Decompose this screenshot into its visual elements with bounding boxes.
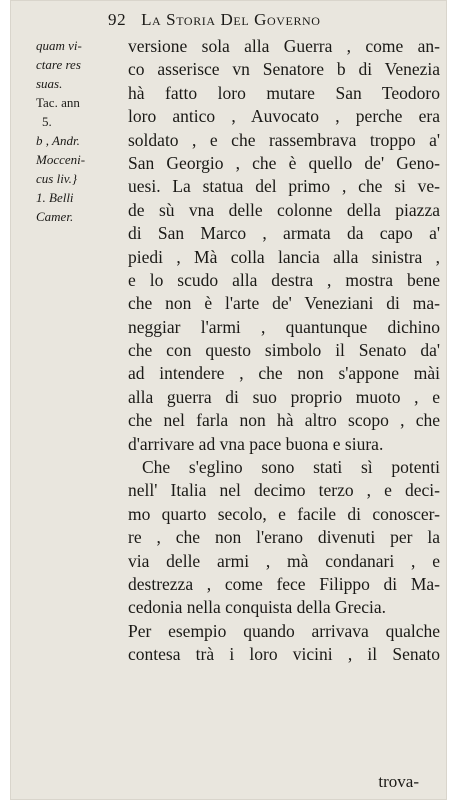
margin-note-line: cus liv.} <box>36 171 78 186</box>
running-title: La Storia Del Governo <box>141 10 321 29</box>
text-line: destrezza , come fece Filippo di Ma- <box>128 573 440 594</box>
margin-note-line: suas. <box>36 76 63 91</box>
book-page <box>10 0 447 800</box>
text-line: hà fatto loro mutare San Teodoro <box>128 82 440 103</box>
margin-note-line: 1. Belli <box>36 190 74 205</box>
text-line: Che s'eglino sono stati sì potenti <box>142 457 440 478</box>
catchword: trova- <box>378 772 419 791</box>
text-line: re , che non l'erano divenuti per la <box>128 527 440 548</box>
margin-note-line: Camer. <box>36 209 74 224</box>
text-line: versione sola alla Guerra , come an- <box>128 36 440 56</box>
text-line: soldato , e che rassembrava troppo a' <box>128 129 440 150</box>
text-line: ad intendere , che non s'appone mài <box>128 363 440 384</box>
text-line: co asserisce vn Senatore b di Venezia <box>128 59 440 80</box>
text-line: che nel farla non hà altro scopo , che <box>128 410 440 431</box>
text-line: Per esempio quando arrivava qualche <box>128 620 440 641</box>
margin-note-line: 5. <box>42 114 52 129</box>
margin-note-line: b , Andr. <box>36 133 80 148</box>
text-line: mo quarto secolo, e facile di conoscer- <box>128 503 440 524</box>
text-line: neggiar l'armi , quantunque dichino <box>128 316 440 337</box>
running-head <box>108 10 438 30</box>
text-line: contesa trà i loro vicini , il Senato <box>128 644 440 665</box>
margin-note-line: Tac. ann <box>36 95 80 110</box>
text-line: che non è l'arte de' Veneziani di ma- <box>128 293 440 314</box>
text-line: d'arrivare ad vna pace buona e siura. <box>128 433 384 454</box>
text-line: via delle armi , mà condanari , e <box>128 550 440 571</box>
text-line: piedi , Mà colla lancia alla sinistra , <box>128 246 440 267</box>
text-line: de sù vna delle colonne della piazza <box>128 199 440 220</box>
margin-note-line: Mocceni- <box>36 152 86 167</box>
text-line: alla guerra di suo proprio muoto , e <box>128 386 440 407</box>
text-line: cedonia nella conquista della Grecia. <box>128 597 387 618</box>
text-line: e lo scudo alla destra , mostra bene <box>128 269 440 290</box>
page-number: 92 <box>108 10 127 29</box>
text-line: loro antico , Auvocato , perche era <box>128 106 440 127</box>
text-line: che con questo simbolo il Senato da' <box>128 340 440 361</box>
margin-notes <box>36 36 131 226</box>
text-line: uesi. La statua del primo , che si ve- <box>128 176 440 197</box>
text-line: San Georgio , che è quello de' Geno- <box>128 152 440 173</box>
text-line: nell' Italia nel decimo terzo , e deci- <box>128 480 440 501</box>
body-text <box>128 35 440 667</box>
text-line: di San Marco , armata da capo a' <box>128 223 440 244</box>
margin-note-line: quam vi- <box>36 38 82 53</box>
margin-note-line: ctare res <box>36 57 81 72</box>
